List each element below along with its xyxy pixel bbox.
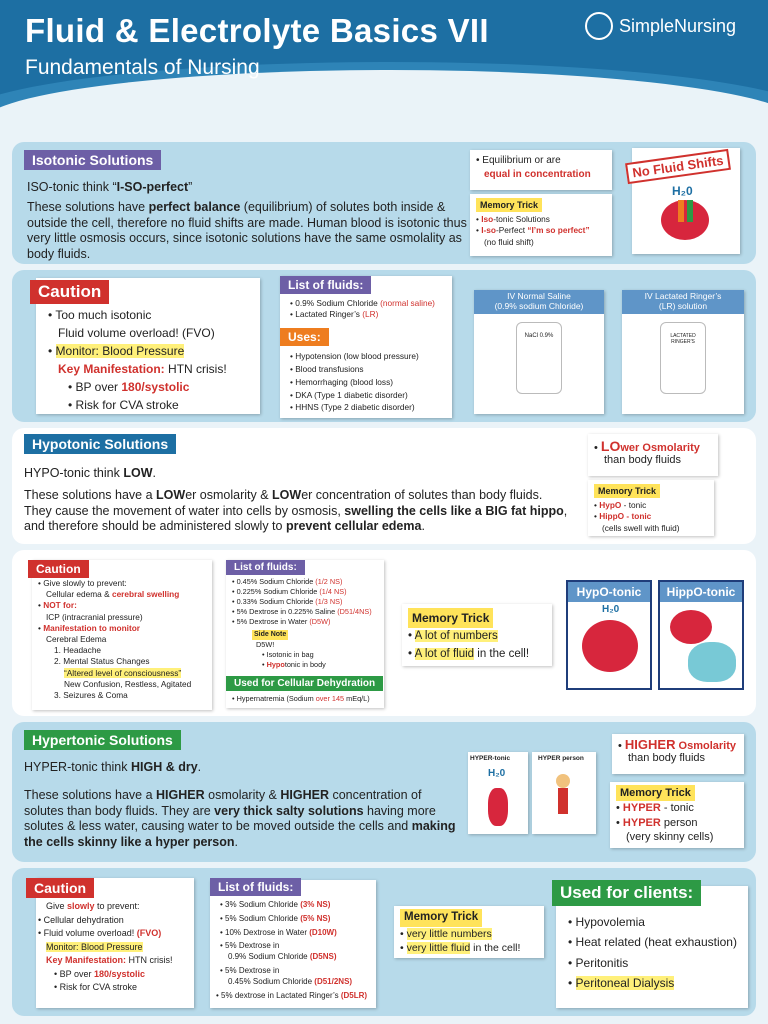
iso-caution-list: • Too much isotonic Fluid volume overload! (FVO) • Monitor: Blood Pressure Key Manifestation: HTN crisis! • BP over 180/systolic • Risk for CVA stroke	[48, 306, 258, 414]
hypo-d-a: These solutions have a	[24, 488, 157, 502]
hyper-d-i: .	[234, 834, 238, 849]
hyc6a: BP over	[59, 968, 95, 979]
hypo-d-c: er osmolarity &	[185, 488, 273, 502]
hippotonic-figure	[658, 580, 744, 690]
hyu3: Peritonitis	[575, 955, 629, 970]
hc-c2b: ICP (intracranial pressure)	[46, 611, 143, 622]
hyc2: Cellular dehydration	[43, 914, 124, 925]
hyper-think-b: HIGH & dry	[130, 760, 198, 774]
iso-l2b: (LR)	[362, 309, 379, 320]
hyper-m1b: - tonic	[660, 802, 694, 815]
eq-a: Equilibrium or are	[482, 155, 561, 166]
hyper-caution-list: Give slowly to prevent: • Cellular dehydration • Fluid volume overload! (FVO) Monitor: Blood Pressure Key Manifestation: HTN crisis! • BP over 180/systolic • Risk for CVA stroke	[38, 901, 173, 992]
page-subtitle: Fundamentals of Nursing	[25, 56, 260, 79]
hypo-memory-title: Memory Trick	[594, 484, 660, 498]
hippo-icon	[688, 642, 736, 682]
hyu2: Heat related (heat exhaustion)	[575, 935, 737, 950]
iso-uses-list: • Hypotension (low blood pressure) • Blood transfusions • Hemorrhaging (blood loss) • DKA (Type 1 diabetic disorder) • HHNS (Type 2 diabetic disorder)	[290, 351, 419, 413]
hyper-mm2b: in the cell!	[470, 941, 521, 954]
iso-c-i3a: Key Manifestation:	[58, 362, 165, 376]
hc-n1: 1. Headache	[54, 645, 102, 656]
hc-n2hl: “Altered level of consciousness”	[64, 667, 182, 678]
hypo-memory-card-2: Memory Trick • A lot of numbers • A lot of fluid in the cell!	[402, 604, 552, 666]
hyper-mm-title: Memory Trick	[400, 909, 482, 927]
hypo-caution-tag: Caution	[28, 560, 89, 578]
hyper-img1-label: HYPER-tonic	[470, 755, 511, 762]
iv-lr-header	[622, 290, 744, 314]
hyc3a: Fluid volume overload!	[43, 928, 137, 938]
isotonic-description	[27, 200, 467, 263]
hypotonic-cell-figure	[566, 580, 652, 690]
hypo-m2-a: HippO	[599, 511, 625, 522]
hyu1: Hypovolemia	[575, 915, 645, 929]
brand-logo[interactable]	[585, 12, 736, 40]
hyper-used-list: • Hypovolemia • Heat related (heat exhaustion) • Peritonitis • Peritoneal Dialysis	[568, 915, 737, 991]
hypo-d-i: .	[421, 519, 425, 534]
hyf4c: (D5NS)	[309, 952, 337, 962]
iso-h2o-label: H₂0	[672, 184, 693, 198]
hypertonic-cell-figure	[468, 752, 528, 834]
hyc5a: Key Manifestation:	[46, 955, 127, 965]
hyper-d-c: osmolarity &	[204, 788, 281, 802]
hypo-think-c: .	[152, 466, 156, 480]
hyper-used-tag: Used for clients:	[552, 880, 701, 906]
hypo-mm2b: in the cell!	[474, 647, 530, 660]
hypo-d-g: , and therefore should be administered slowly to	[24, 503, 568, 534]
up-arrow-icon	[678, 200, 684, 222]
hyf2b: (5% NS)	[300, 913, 331, 923]
hf4b: (D51/4NS)	[337, 607, 372, 617]
iso-caution-panel	[12, 270, 756, 422]
hyc3b: (FVO)	[136, 928, 162, 938]
iso-c-i1b: Fluid volume overload! (FVO)	[58, 326, 215, 340]
hypo-think-a: HYPO-tonic think	[24, 466, 124, 480]
lower-c: than body fluids	[604, 454, 682, 466]
heart-logo-icon	[585, 12, 613, 40]
hippo-frame-title: HippO-tonic	[660, 582, 742, 602]
iso-uses-tag: Uses:	[280, 328, 329, 346]
iso-desc-a: These solutions have	[27, 200, 149, 214]
iv2-head: IV Lactated Ringer’s	[644, 291, 722, 301]
hypertonic-tag: Hypertonic Solutions	[24, 730, 181, 750]
hyper-caution-tag: Caution	[26, 878, 94, 898]
hu1a: Hypernatremia (Sodium	[236, 694, 316, 703]
iso-u2: Blood transfusions	[295, 363, 364, 374]
d5w2b: tonic in body	[284, 660, 326, 670]
hippo-cell-icon	[670, 610, 712, 644]
hyf1a: 3% Sodium Chloride	[225, 900, 301, 909]
hf2a: 0.225% Sodium Chloride	[236, 587, 320, 597]
side-note-label: Side Note	[254, 631, 287, 639]
hyf5b: 0.45% Sodium Chloride	[228, 976, 315, 986]
hf1b: (1/2 NS)	[315, 577, 343, 586]
hypotonic-tag: Hypotonic Solutions	[24, 434, 176, 454]
hyu4: Peritoneal Dialysis	[575, 976, 675, 991]
iso-u1: Hypotension (low blood pressure)	[295, 351, 419, 361]
hyf3b: (D10W)	[309, 927, 337, 937]
hypo-h2o: H₂0	[602, 604, 620, 615]
hf2b: (1/4 NS)	[319, 587, 347, 597]
hc-c2a: NOT for:	[43, 600, 77, 611]
iso-mem2-c: “I’m so perfect”	[527, 225, 590, 236]
hypo-think-b: LOW	[123, 466, 153, 480]
iso-mem2-a: I-so	[481, 225, 496, 236]
hyper-m2a: HYPER	[622, 816, 661, 829]
iv-saline-header	[474, 290, 604, 314]
hypertonic-description	[24, 788, 464, 851]
lower-osmolarity-card: • LOwer Osmolarity than body fluids	[588, 434, 718, 476]
isotonic-panel	[12, 142, 756, 264]
iso-desc-b: perfect balance	[148, 200, 241, 214]
hyper-memory-card: Memory Trick • HYPER - tonic • HYPER person (very skinny cells)	[610, 782, 744, 848]
hyc1a: Give	[46, 901, 68, 911]
header-banner	[0, 0, 768, 135]
hf3a: 0.33% Sodium Chloride	[236, 597, 316, 607]
saline-bag-icon	[516, 322, 562, 394]
hyper-d-a: These solutions have a	[24, 788, 157, 802]
hyper-think-a: HYPER-tonic think	[24, 760, 131, 774]
hypo-d-e: er concentration of solutes than body fluids. They cause the movement of water into cells by osmosis,	[24, 488, 543, 518]
hyper-img2-label: HYPER person	[538, 755, 584, 762]
hypo-d-f: swelling the cells like a BIG fat hippo	[344, 503, 564, 518]
hc-c1a: Give slowly to prevent:	[43, 578, 127, 588]
iso-caution-tag: Caution	[30, 280, 109, 304]
hyf4b: 0.9% Sodium Chloride	[228, 952, 310, 962]
hyf5c: (D51/2NS)	[314, 976, 353, 986]
person-head-icon	[556, 774, 570, 788]
iv2-sub: (LR) solution	[658, 301, 708, 312]
equilibrium-card: • Equilibrium or are equal in concentration	[470, 150, 612, 190]
higher-c: than body fluids	[628, 752, 706, 764]
iso-c-i2: Monitor: Blood Pressure	[55, 344, 185, 358]
iso-u5: HHNS (Type 2 diabetic disorder)	[295, 402, 415, 413]
hyf6a: 5% dextrose in Lactated Ringer’s	[221, 990, 341, 1000]
hyc7: Risk for CVA stroke	[59, 982, 138, 992]
iv2-label: LACTATED RINGER'S	[670, 333, 696, 345]
hf4a: 5% Dextrose in 0.225% Saline	[236, 607, 338, 617]
hyc5b: HTN crisis!	[126, 955, 173, 965]
iso-mem2-b: -Perfect	[495, 225, 528, 236]
hf1a: 0.45% Sodium Chloride	[236, 577, 316, 586]
hyc4: Monitor: Blood Pressure	[46, 941, 143, 952]
hyper-m2b: person	[660, 816, 698, 829]
hypo-mm2a: A lot of fluid	[414, 647, 475, 660]
shrunken-cell-icon	[488, 788, 508, 826]
hc-n2: 2. Mental Status Changes	[54, 656, 150, 667]
iso-list-tag: List of fluids:	[280, 276, 371, 294]
hc-c3b: Cerebral Edema	[46, 633, 107, 644]
iso-u3: Hemorrhaging (blood loss)	[295, 376, 393, 387]
iso-think-a: ISO-tonic think “	[27, 180, 117, 194]
iso-mem1-a: Iso	[481, 214, 494, 225]
hypo-d-b: LOW	[156, 488, 186, 502]
eq-b: equal in concentration	[484, 168, 591, 180]
hypo-caution-panel	[12, 550, 756, 716]
hypo-d-h: prevent cellular edema	[285, 519, 422, 534]
down-arrow-icon	[687, 200, 693, 222]
hu1c: mEq/L)	[344, 694, 370, 703]
higher-b: Osmolarity	[675, 740, 737, 752]
hyper-m2c: (very skinny cells)	[626, 830, 714, 843]
hypo-m1-a: HypO	[599, 500, 622, 511]
iso-mem1-b: -tonic Solutions	[493, 214, 550, 225]
iv1-sub: (0.9% sodium Chloride)	[494, 301, 584, 312]
lower-b: wer Osmolarity	[620, 442, 700, 454]
hf5b: (D5W)	[309, 617, 331, 627]
hyper-d-f: very thick salty solutions	[214, 803, 364, 818]
hyper-memory-card-2: Memory Trick • very little numbers • very little fluid in the cell!	[394, 906, 544, 958]
hypo-used-tag: Used for Cellular Dehydration	[226, 676, 383, 691]
hc-n2b: New Confusion, Restless, Agitated	[64, 678, 192, 689]
hyper-mm2a: very little fluid	[406, 941, 471, 954]
iso-think-c: ”	[188, 180, 193, 194]
hypo-mm-title: Memory Trick	[408, 608, 493, 628]
iso-fluids-list: • 0.9% Sodium Chloride (normal saline) • Lactated Ringer’s (LR)	[290, 298, 435, 320]
hyper-d-b: HIGHER	[156, 788, 205, 802]
hc-c3a: Manifestation to monitor	[43, 622, 141, 633]
hypo-memory-card: Memory Trick • HypO - tonic • HippO - tonic (cells swell with fluid)	[588, 480, 714, 536]
hc-c1b: Cellular edema &	[46, 589, 112, 600]
hyf2a: 5% Sodium Chloride	[225, 913, 301, 923]
no-fluid-shifts-label: No Fluid Shifts	[625, 149, 731, 184]
iv1-head: IV Normal Saline	[507, 291, 571, 301]
hu1b: over 145	[315, 694, 345, 703]
hypo-caution-list: • Give slowly to prevent: Cellular edema & cerebral swelling • NOT for: ICP (intracranial pressure) • Manifestation to monitor Cerebral Edema 1. Headache 2. Mental Status Changes “Altered level of consciousness” New Confusion, Restless, Agitated 3. Seizures & Coma	[38, 578, 210, 701]
hypo-list-tag: List of fluids:	[226, 560, 305, 575]
iso-c-i4a: BP over	[75, 380, 122, 394]
isotonic-think	[27, 180, 467, 196]
hyper-list-tag: List of fluids:	[210, 878, 301, 896]
hyc1c: to prevent:	[94, 901, 140, 911]
iso-c-i1: Too much isotonic	[55, 308, 152, 322]
hc-n3: 3. Seizures & Coma	[54, 689, 128, 700]
hyper-mm1: very little numbers	[406, 927, 492, 940]
hypo-m2-b: - tonic	[624, 511, 652, 522]
d5w-label: D5W!	[256, 639, 275, 649]
hypertonic-think	[24, 760, 464, 776]
lr-bag-icon	[660, 322, 706, 394]
brand-name: SimpleNursing	[619, 15, 737, 36]
hyper-h2o: H₂0	[488, 768, 506, 779]
hyper-d-e: concentration of solutes than body fluids. They are	[24, 788, 422, 818]
hyper-memory-title: Memory Trick	[616, 785, 695, 801]
hyper-d-d: HIGHER	[280, 788, 329, 802]
hyper-person-figure	[532, 752, 596, 834]
hc-c1c: cerebral swelling	[111, 589, 180, 600]
hypo-fluids-list: • 0.45% Sodium Chloride (1/2 NS) • 0.225% Sodium Chloride (1/4 NS) • 0.33% Sodium Chloride (1/3 NS) • 5% Dextrose in 0.225% Saline (D51/4NS) • 5% Dextrose in Water (D5W) Side Note D5W! • Isotonic in bag • Hypotonic in body	[232, 577, 382, 670]
hyf6b: (D5LR)	[340, 990, 368, 1000]
hyper-caution-panel	[12, 868, 756, 1016]
higher-osmolarity-card: • HIGHER Osmolarity than body fluids	[612, 734, 744, 774]
hyper-d-h: making the cells skinny like a hyper person	[24, 819, 456, 849]
hypertonic-panel	[12, 722, 756, 862]
hyf1b: (3% NS)	[300, 900, 331, 909]
hf3b: (1/3 NS)	[315, 597, 343, 607]
hyc1b: slowly	[67, 901, 95, 911]
hypotonic-description	[24, 488, 569, 535]
hypo-d-d: LOW	[272, 488, 302, 502]
hyper-d-g: having more solutes & less water, causing water to be moved outside the cells and	[24, 803, 436, 834]
iso-memory-title: Memory Trick	[476, 198, 542, 212]
iso-desc-c: (equilibrium) of solutes both inside & outside the cell, therefore no fluid shifts are made. Human blood is isotonic thus very little osmosis occurs, since isotonic solutions have the same osmolality as body fluids.	[27, 200, 467, 261]
hypo-mm1: A lot of numbers	[414, 630, 498, 643]
higher-a: HIGHER	[624, 737, 676, 752]
iv1-label: NaCl 0.9%	[524, 333, 554, 339]
hypotonic-think	[24, 466, 564, 482]
swollen-cell-icon	[582, 620, 638, 672]
hypotonic-panel	[12, 428, 756, 544]
iso-l2a: Lactated Ringer’s	[295, 309, 363, 320]
iv-normal-saline-figure	[474, 290, 604, 414]
iso-l1a: 0.9% Sodium Chloride	[295, 298, 381, 308]
iso-c-i4b: 180/systolic	[121, 380, 190, 394]
hyper-m1a: HYPER	[622, 802, 661, 815]
hyper-think-c: .	[197, 760, 202, 774]
hf5a: 5% Dextrose in Water	[236, 617, 310, 627]
iso-l1b: (normal saline)	[380, 298, 435, 308]
iv-lactated-ringers-figure	[622, 290, 744, 414]
hyf5a: 5% Dextrose in	[225, 965, 280, 975]
hypo-frame-title: HypO-tonic	[568, 582, 650, 602]
iso-c-i3b: HTN crisis!	[164, 362, 227, 376]
page-title: Fluid & Electrolyte Basics VII	[25, 12, 489, 49]
hypo-m1-b: - tonic	[621, 500, 647, 511]
hyf3a: 10% Dextrose in Water	[225, 927, 310, 937]
iso-red-cell-icon	[661, 200, 709, 240]
isotonic-tag: Isotonic Solutions	[24, 150, 161, 170]
hyf4a: 5% Dextrose in	[225, 941, 280, 951]
d5w2a: Hypo	[266, 660, 285, 670]
hyc6b: 180/systolic	[94, 968, 146, 979]
person-body-icon	[558, 788, 568, 814]
lower-a: LO	[600, 438, 621, 454]
no-fluid-shift-illustration	[632, 148, 740, 254]
hypo-used-list: • Hypernatremia (Sodium over 145 mEq/L)	[232, 694, 370, 703]
d5w1: Isotonic in bag	[266, 650, 314, 660]
iso-mem2-d: (no fluid shift)	[484, 236, 534, 247]
iso-u4: DKA (Type 1 diabetic disorder)	[295, 389, 408, 400]
hyper-fluids-list: • 3% Sodium Chloride (3% NS) • 5% Sodium Chloride (5% NS) • 10% Dextrose in Water (D10W) • 5% Dextrose in 0.9% Sodium Chloride (D5NS) • 5% Dextrose in 0.45% Sodium Chloride (D51/2NS) • 5% dextrose in Lactated Ringer’s (D5LR)	[216, 900, 368, 1000]
hypo-m2-c: (cells swell with fluid)	[602, 522, 680, 533]
iso-c-i5: Risk for CVA stroke	[75, 398, 179, 412]
iso-memory-card: Memory Trick • Iso-tonic Solutions • I-so-Perfect “I’m so perfect” (no fluid shift)	[470, 194, 612, 256]
iso-think-b: I-SO-perfect	[116, 180, 189, 194]
